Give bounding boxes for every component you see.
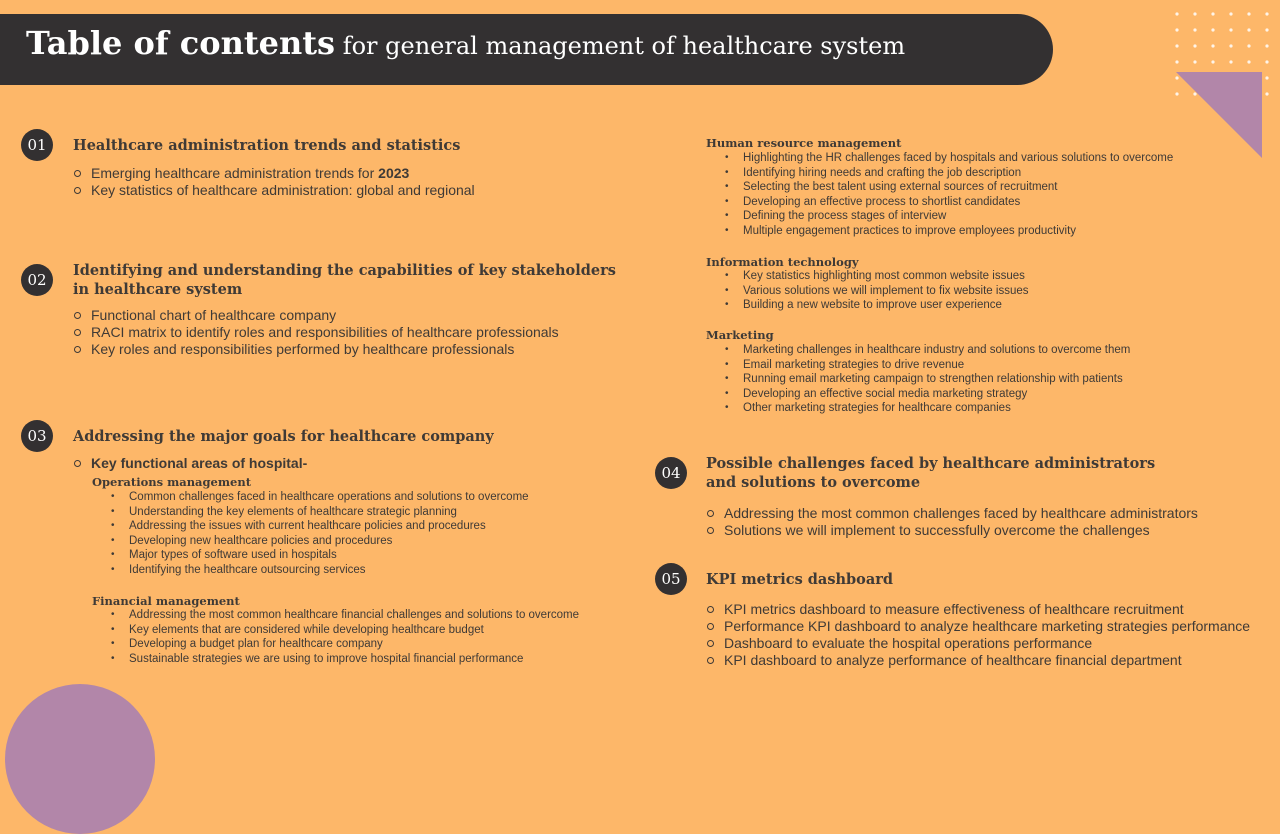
list-item: Key statistics of healthcare administration: global and regional [72, 182, 475, 199]
subsection-list-financial [111, 608, 579, 666]
list-item: • Developing a budget plan for healthcare company [111, 637, 579, 652]
list-item: • Defining the process stages of interview [725, 209, 1173, 224]
section-title-02: Identifying and understanding the capabilities of key stakeholders in healthcare system [73, 262, 616, 298]
list-item: Solutions we will implement to successfully overcome the challenges [705, 522, 1198, 539]
list-item: Dashboard to evaluate the hospital operations performance [705, 635, 1250, 652]
list-item: • Highlighting the HR challenges faced by hospitals and various solutions to overcome [725, 151, 1173, 166]
section-title-04: Possible challenges faced by healthcare administrators and solutions to overcome [706, 455, 1156, 491]
section-list-04 [705, 505, 1198, 539]
list-item: RACI matrix to identify roles and responsibilities of healthcare professionals [72, 324, 559, 341]
subsection-list-it [725, 269, 1028, 313]
section-number-01: 01 [21, 129, 53, 161]
list-item: Addressing the most common challenges faced by healthcare administrators [705, 505, 1198, 522]
list-item: • Identifying hiring needs and crafting the job description [725, 166, 1173, 181]
list-item: KPI dashboard to analyze performance of healthcare financial department [705, 652, 1250, 669]
list-item: Key roles and responsibilities performed by healthcare professionals [72, 341, 559, 358]
list-item: • Selecting the best talent using external sources of recruitment [725, 180, 1173, 195]
section-title-03: Addressing the major goals for healthcare company [73, 428, 494, 445]
section-number-04: 04 [655, 457, 687, 489]
page-title [26, 24, 905, 62]
list-item: • Identifying the healthcare outsourcing services [111, 563, 529, 578]
list-item: Emerging healthcare administration trends for 2023 [72, 165, 475, 182]
triangle-decoration [1176, 72, 1262, 158]
section-number-05: 05 [655, 563, 687, 595]
list-item: Performance KPI dashboard to analyze healthcare marketing strategies performance [705, 618, 1250, 635]
section-lead [72, 455, 307, 472]
list-item: • Major types of software used in hospitals [111, 548, 529, 563]
section-list-01 [72, 165, 475, 199]
list-item: • Other marketing strategies for healthcare companies [725, 401, 1130, 416]
section-list-05 [705, 601, 1250, 669]
subsection-title-hr: Human resource management [706, 136, 902, 150]
list-item: Key functional areas of hospital- [72, 455, 307, 472]
list-item: • Developing new healthcare policies and procedures [111, 534, 529, 549]
section-title-05: KPI metrics dashboard [706, 571, 894, 588]
subsection-title-it: Information technology [706, 255, 859, 269]
list-item: KPI metrics dashboard to measure effectiveness of healthcare recruitment [705, 601, 1250, 618]
list-item: • Sustainable strategies we are using to improve hospital financial performance [111, 652, 579, 667]
subsection-list-operations [111, 490, 529, 577]
list-item: • Multiple engagement practices to improve employees productivity [725, 224, 1173, 239]
list-item: • Building a new website to improve user experience [725, 298, 1028, 313]
section-number-02: 02 [21, 264, 53, 296]
list-item: • Developing an effective process to shortlist candidates [725, 195, 1173, 210]
list-item: • Addressing the issues with current healthcare policies and procedures [111, 519, 529, 534]
circle-decoration [5, 684, 155, 834]
section-list-02 [72, 307, 559, 358]
list-item: • Common challenges faced in healthcare operations and solutions to overcome [111, 490, 529, 505]
subsection-list-marketing [725, 343, 1130, 416]
list-item: • Key elements that are considered while developing healthcare budget [111, 623, 579, 638]
list-item: • Email marketing strategies to drive revenue [725, 358, 1130, 373]
section-title-01: Healthcare administration trends and statistics [73, 137, 461, 154]
title-rest: for general management of healthcare system [335, 32, 906, 60]
list-item: • Developing an effective social media marketing strategy [725, 387, 1130, 402]
list-item: • Various solutions we will implement to fix website issues [725, 284, 1028, 299]
subsection-list-hr [725, 151, 1173, 238]
title-bold: Table of contents [26, 24, 336, 62]
section-number-03: 03 [21, 420, 53, 452]
list-item: • Key statistics highlighting most common website issues [725, 269, 1028, 284]
subsection-title-financial: Financial management [92, 594, 240, 608]
subsection-title-marketing: Marketing [706, 328, 774, 342]
list-item: • Addressing the most common healthcare financial challenges and solutions to overcome [111, 608, 579, 623]
subsection-title-operations: Operations management [92, 475, 252, 489]
list-item: • Marketing challenges in healthcare industry and solutions to overcome them [725, 343, 1130, 358]
list-item: • Understanding the key elements of healthcare strategic planning [111, 505, 529, 520]
list-item: Functional chart of healthcare company [72, 307, 559, 324]
list-item: • Running email marketing campaign to strengthen relationship with patients [725, 372, 1130, 387]
